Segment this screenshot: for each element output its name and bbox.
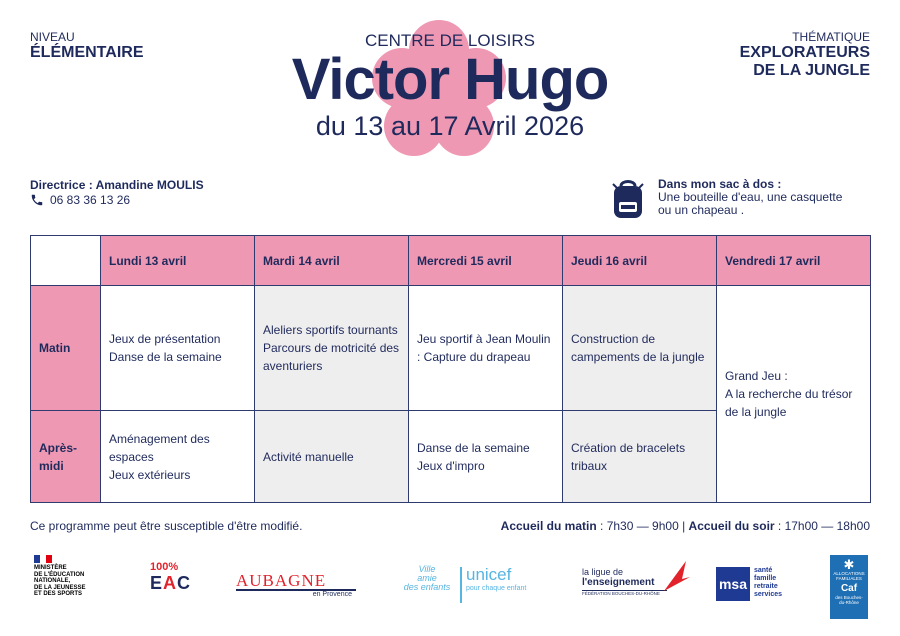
schedule-cell — [563, 286, 717, 411]
cell-line: Construction de campements de la jungle — [571, 332, 705, 364]
backpack-icon — [611, 178, 645, 220]
bag-line1: Une bouteille d'eau, une casquette — [658, 190, 843, 204]
schedule-table — [30, 235, 871, 503]
page-title: Victor Hugo — [291, 47, 609, 112]
eac-logo: 100% EAC — [150, 561, 192, 593]
theme-line2: DE LA JUNGLE — [753, 62, 870, 79]
schedule-cell-friday — [717, 286, 871, 503]
day-header: Mardi 14 avril — [255, 236, 409, 286]
cell-line: Jeu sportif à Jean Moulin : Capture du drapeau — [417, 332, 551, 364]
theme-label: THÉMATIQUE — [792, 30, 870, 44]
logo-strip — [30, 555, 870, 625]
cell-line: Danse de la semaine — [109, 350, 222, 364]
aubagne-logo: AUBAGNE en Provence — [236, 571, 356, 598]
director-label: Directrice : Amandine MOULIS — [30, 178, 204, 192]
schedule-cell — [255, 411, 409, 503]
footer-note: Ce programme peut être susceptible d'être modifié. — [30, 519, 303, 533]
phone-number: 06 83 36 13 26 — [50, 193, 131, 207]
schedule-cell — [101, 286, 255, 411]
cell-line: A la recherche du trésor de la jungle — [725, 387, 853, 419]
day-header: Vendredi 17 avril — [717, 236, 871, 286]
cell-line: Jeux extérieurs — [109, 467, 191, 482]
centre-label: CENTRE DE LOISIRS — [364, 31, 536, 50]
ligue-flag-icon — [660, 559, 690, 597]
theme-line1: EXPLORATEURS — [739, 44, 870, 61]
slot-label-matin: Matin — [31, 286, 101, 411]
unicef-divider — [460, 567, 462, 603]
cell-line: Jeux de présentation — [109, 332, 221, 346]
accueil-soir-value: : 17h00 — 18h00 — [774, 519, 870, 533]
level-value: ÉLÉMENTAIRE — [30, 44, 144, 61]
schedule-cell — [563, 411, 717, 503]
accueil-matin-label: Accueil du matin — [500, 519, 597, 533]
accueil-matin-value: : 7h30 — 9h00 | — [596, 519, 689, 533]
bag-title: Dans mon sac à dos : — [658, 177, 782, 191]
ligue-logo: la ligue de l'enseignement FÉDÉRATION BOUCHES-DU-RHÔNE — [582, 567, 692, 596]
cell-line: Danse de la semaine — [417, 440, 530, 455]
msa-logo: msa santé famille retraite services — [716, 567, 806, 601]
schedule-cell — [101, 411, 255, 503]
ministere-logo: MINISTÈRE DE L'ÉDUCATION NATIONALE, DE LA JEUNESSE ET DES SPORTS — [34, 555, 104, 598]
caf-logo: ✱ ALLOCATIONS FAMILIALES Caf des Bouches- du-Rhône — [830, 555, 868, 619]
ville-amie-logo: Ville amie des enfants — [403, 564, 451, 592]
dates-label: du 13 au 17 Avril 2026 — [315, 111, 585, 141]
level-label: NIVEAU — [30, 30, 75, 44]
cell-line: Aleliers sportifs tournants — [263, 323, 398, 337]
table-corner — [31, 236, 101, 286]
schedule-cell — [409, 411, 563, 503]
cell-line: Parcours de motricité des aventuriers — [263, 341, 400, 373]
footer-hours — [501, 519, 870, 533]
phone-row — [30, 193, 130, 207]
cell-line: Création de bracelets tribaux — [571, 440, 686, 473]
schedule-cell — [409, 286, 563, 411]
day-header: Mercredi 15 avril — [409, 236, 563, 286]
cell-line: Aménagement des espaces — [109, 431, 210, 464]
day-header: Jeudi 16 avril — [563, 236, 717, 286]
schedule-cell — [255, 286, 409, 411]
unicef-logo: unicef pour chaque enfant — [466, 565, 527, 592]
cell-line: Grand Jeu : — [725, 369, 788, 383]
phone-icon — [30, 193, 44, 207]
slot-label-aprem: Après-midi — [31, 411, 101, 503]
cell-line: Activité manuelle — [263, 449, 354, 464]
bag-text — [658, 178, 842, 217]
day-header: Lundi 13 avril — [101, 236, 255, 286]
accueil-soir-label: Accueil du soir — [688, 519, 775, 533]
cell-line: Jeux d'impro — [417, 458, 485, 473]
bag-line2: ou un chapeau . — [658, 203, 745, 217]
